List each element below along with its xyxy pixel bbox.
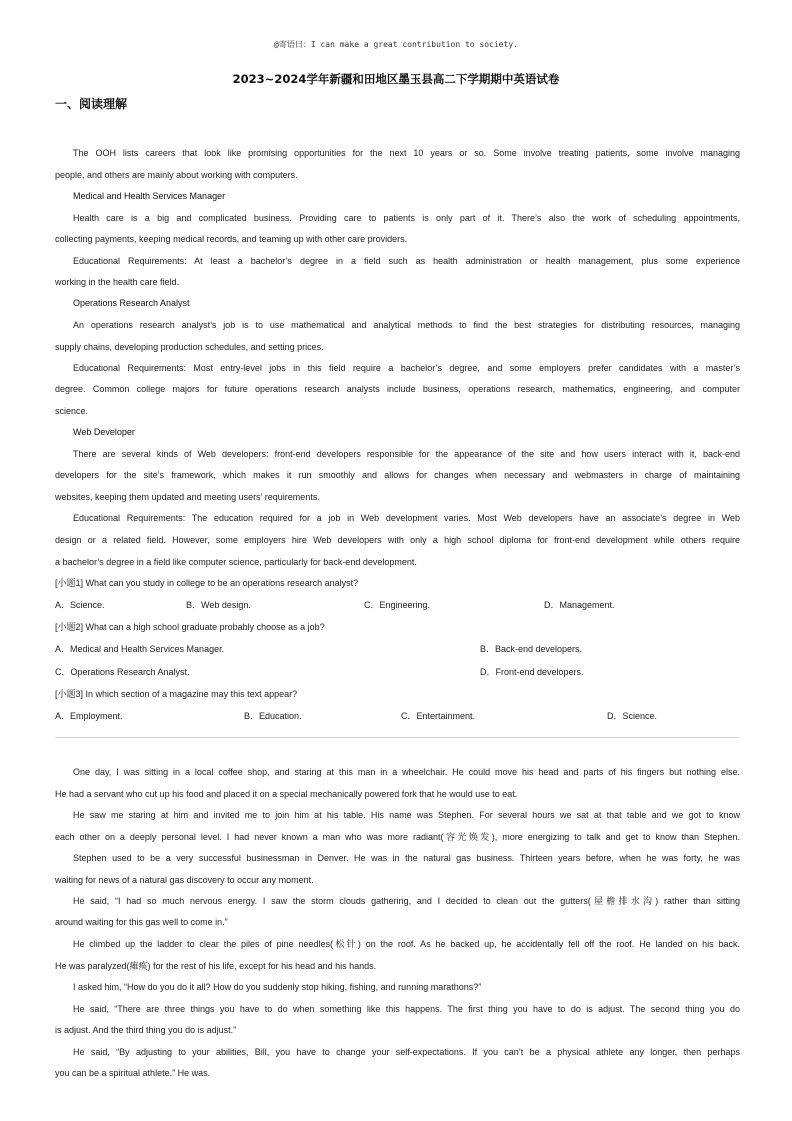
paragraph-line: Stephen used to be a very successful businessman in Denver. He was in the natural gas business. Thirteen years before, when he was forty, he was (73, 853, 740, 863)
paragraph-line: He said, “There are three things you have to do when something like this happens. The first thing you have to do is adjust. The second thing you do (73, 1004, 740, 1014)
paragraph-line: I asked him, “How do you do it all? How do you suddenly stop hiking, fishing, and running marathons?” (73, 982, 482, 992)
option-a[interactable]: A．Science. (55, 600, 105, 610)
paragraph-line: The OOH lists careers that look like promising opportunities for the next 10 years or so. Some involve treating patients, some involve managing (73, 148, 740, 158)
option-c[interactable]: C．Entertainment. (401, 711, 476, 721)
paragraph-line: He said, “By adjusting to your abilities, Bill, you have to change your self-expectations. If you can’t be a physical athlete any longer, then perhaps (73, 1047, 740, 1057)
section-divider (55, 737, 740, 738)
paragraph-line: you can be a spiritual athlete.” He was. (55, 1068, 211, 1078)
page-title: 2023~2024学年新疆和田地区墨玉县高二下学期期中英语试卷 (232, 72, 560, 86)
paragraph-line: science. (55, 406, 89, 416)
subheading-medical: Medical and Health Services Manager (73, 191, 226, 201)
paragraph-line: Educational Requirements: At least a bachelor’s degree in a field such as health administration or health management, plus some experience (73, 256, 740, 266)
paragraph-line: design or a related field. However, some employers hire Web developers with only a high school diploma for front-end development while others require (55, 535, 740, 545)
paragraph-line: is adjust. And the third thing you do is adjust.” (55, 1025, 237, 1035)
question-stem: [小题1] What can you study in college to be an operations research analyst? (55, 578, 359, 588)
option-d[interactable]: D．Science. (607, 711, 658, 721)
paragraph-line: He had a servant who cut up his food and placed it on a special mechanically powered fork that he would use to eat. (55, 789, 518, 799)
paragraph-line: He saw me staring at him and invited me to join him at his table. His name was Stephen. For several hours we sat at that table and we got to know (73, 810, 740, 820)
paragraph-line: around waiting for this gas well to come in.” (55, 917, 228, 927)
option-b[interactable]: B．Web design. (186, 600, 251, 610)
paragraph-line: Health care is a big and complicated business. Providing care to patients is only part of it. There’s also the work of scheduling appointments, (73, 213, 740, 223)
paragraph-line: There are several kinds of Web developers: front-end developers responsible for the appearance of the site and how users interact with it, back-end (73, 449, 740, 459)
option-a[interactable]: A．Medical and Health Services Manager. (55, 644, 225, 654)
option-b[interactable]: B．Education. (244, 711, 302, 721)
paragraph-line: One day, I was sitting in a local coffee shop, and staring at this man in a wheelchair. He could move his head and parts of his fingers but nothing else. (73, 767, 740, 777)
paragraph-line: supply chains, developing production schedules, and setting prices. (55, 342, 324, 352)
motto: @寄语曰：I can make a great contribution to society. (274, 40, 518, 49)
option-d[interactable]: D．Front-end developers. (480, 667, 584, 677)
option-c[interactable]: C．Operations Research Analyst. (55, 667, 190, 677)
paragraph-line: An operations research analyst’s job is to use mathematical and analytical methods to find the best strategies for distributing resources, managing (73, 320, 740, 330)
question-stem: [小题2] What can a high school graduate probably choose as a job? (55, 622, 325, 632)
paragraph-line: Educational Requirements: The education required for a job in Web development varies. Most Web developers have an associate’s degree in Web (73, 513, 740, 523)
paragraph-line: a bachelor’s degree in a field like computer science, particularly for back-end development. (55, 557, 417, 567)
option-d[interactable]: D．Management. (544, 600, 615, 610)
option-a[interactable]: A．Employment. (55, 711, 123, 721)
subheading-web: Web Developer (73, 427, 135, 437)
paragraph-line: developers for the site’s framework, which makes it run smoothly and allows for changes when necessary and webmasters in charge of maintaining (55, 470, 740, 480)
paragraph-line: people, and others are mainly about working with computers. (55, 170, 298, 180)
paragraph-line: waiting for news of a natural gas discovery to occur any moment. (55, 875, 314, 885)
paragraph-line: He was paralyzed(瘫痪) for the rest of his life, except for his head and his hands. (55, 961, 377, 971)
subheading-operations: Operations Research Analyst (73, 298, 190, 308)
question-stem: [小题3] In which section of a magazine may this text appear? (55, 689, 298, 699)
section-heading: 一、阅读理解 (55, 97, 128, 111)
paragraph-line: working in the health care field. (55, 277, 180, 287)
paragraph-line: He said, “I had so much nervous energy. I saw the storm clouds gathering, and I decided to clean out the gutters(屋檐排水沟) rather than sitting (73, 896, 740, 906)
paragraph-line: He climbed up the ladder to clear the piles of pine needles(松针) on the roof. As he backed up, he accidentally fell off the roof. He landed on his back. (73, 939, 740, 949)
paragraph-line: websites, keeping them updated and meeting users’ requirements. (55, 492, 320, 502)
paragraph-line: Educational Requirements: Most entry-level jobs in this field require a bachelor’s degree, and some employers prefer candidates with a master’s (73, 363, 740, 373)
paragraph-line: each other on a deeply personal level. I had never known a man who was more radiant(容光焕发), more energizing to talk and get to know than Stephen. (55, 832, 740, 842)
option-c[interactable]: C．Engineering. (364, 600, 431, 610)
paragraph-line: degree. Common college majors for future operations research analysts include business, operations research, mathematics, engineering, and computer (55, 384, 740, 394)
option-b[interactable]: B．Back-end developers. (480, 644, 583, 654)
paragraph-line: collecting payments, keeping medical records, and teaming up with other care providers. (55, 234, 408, 244)
